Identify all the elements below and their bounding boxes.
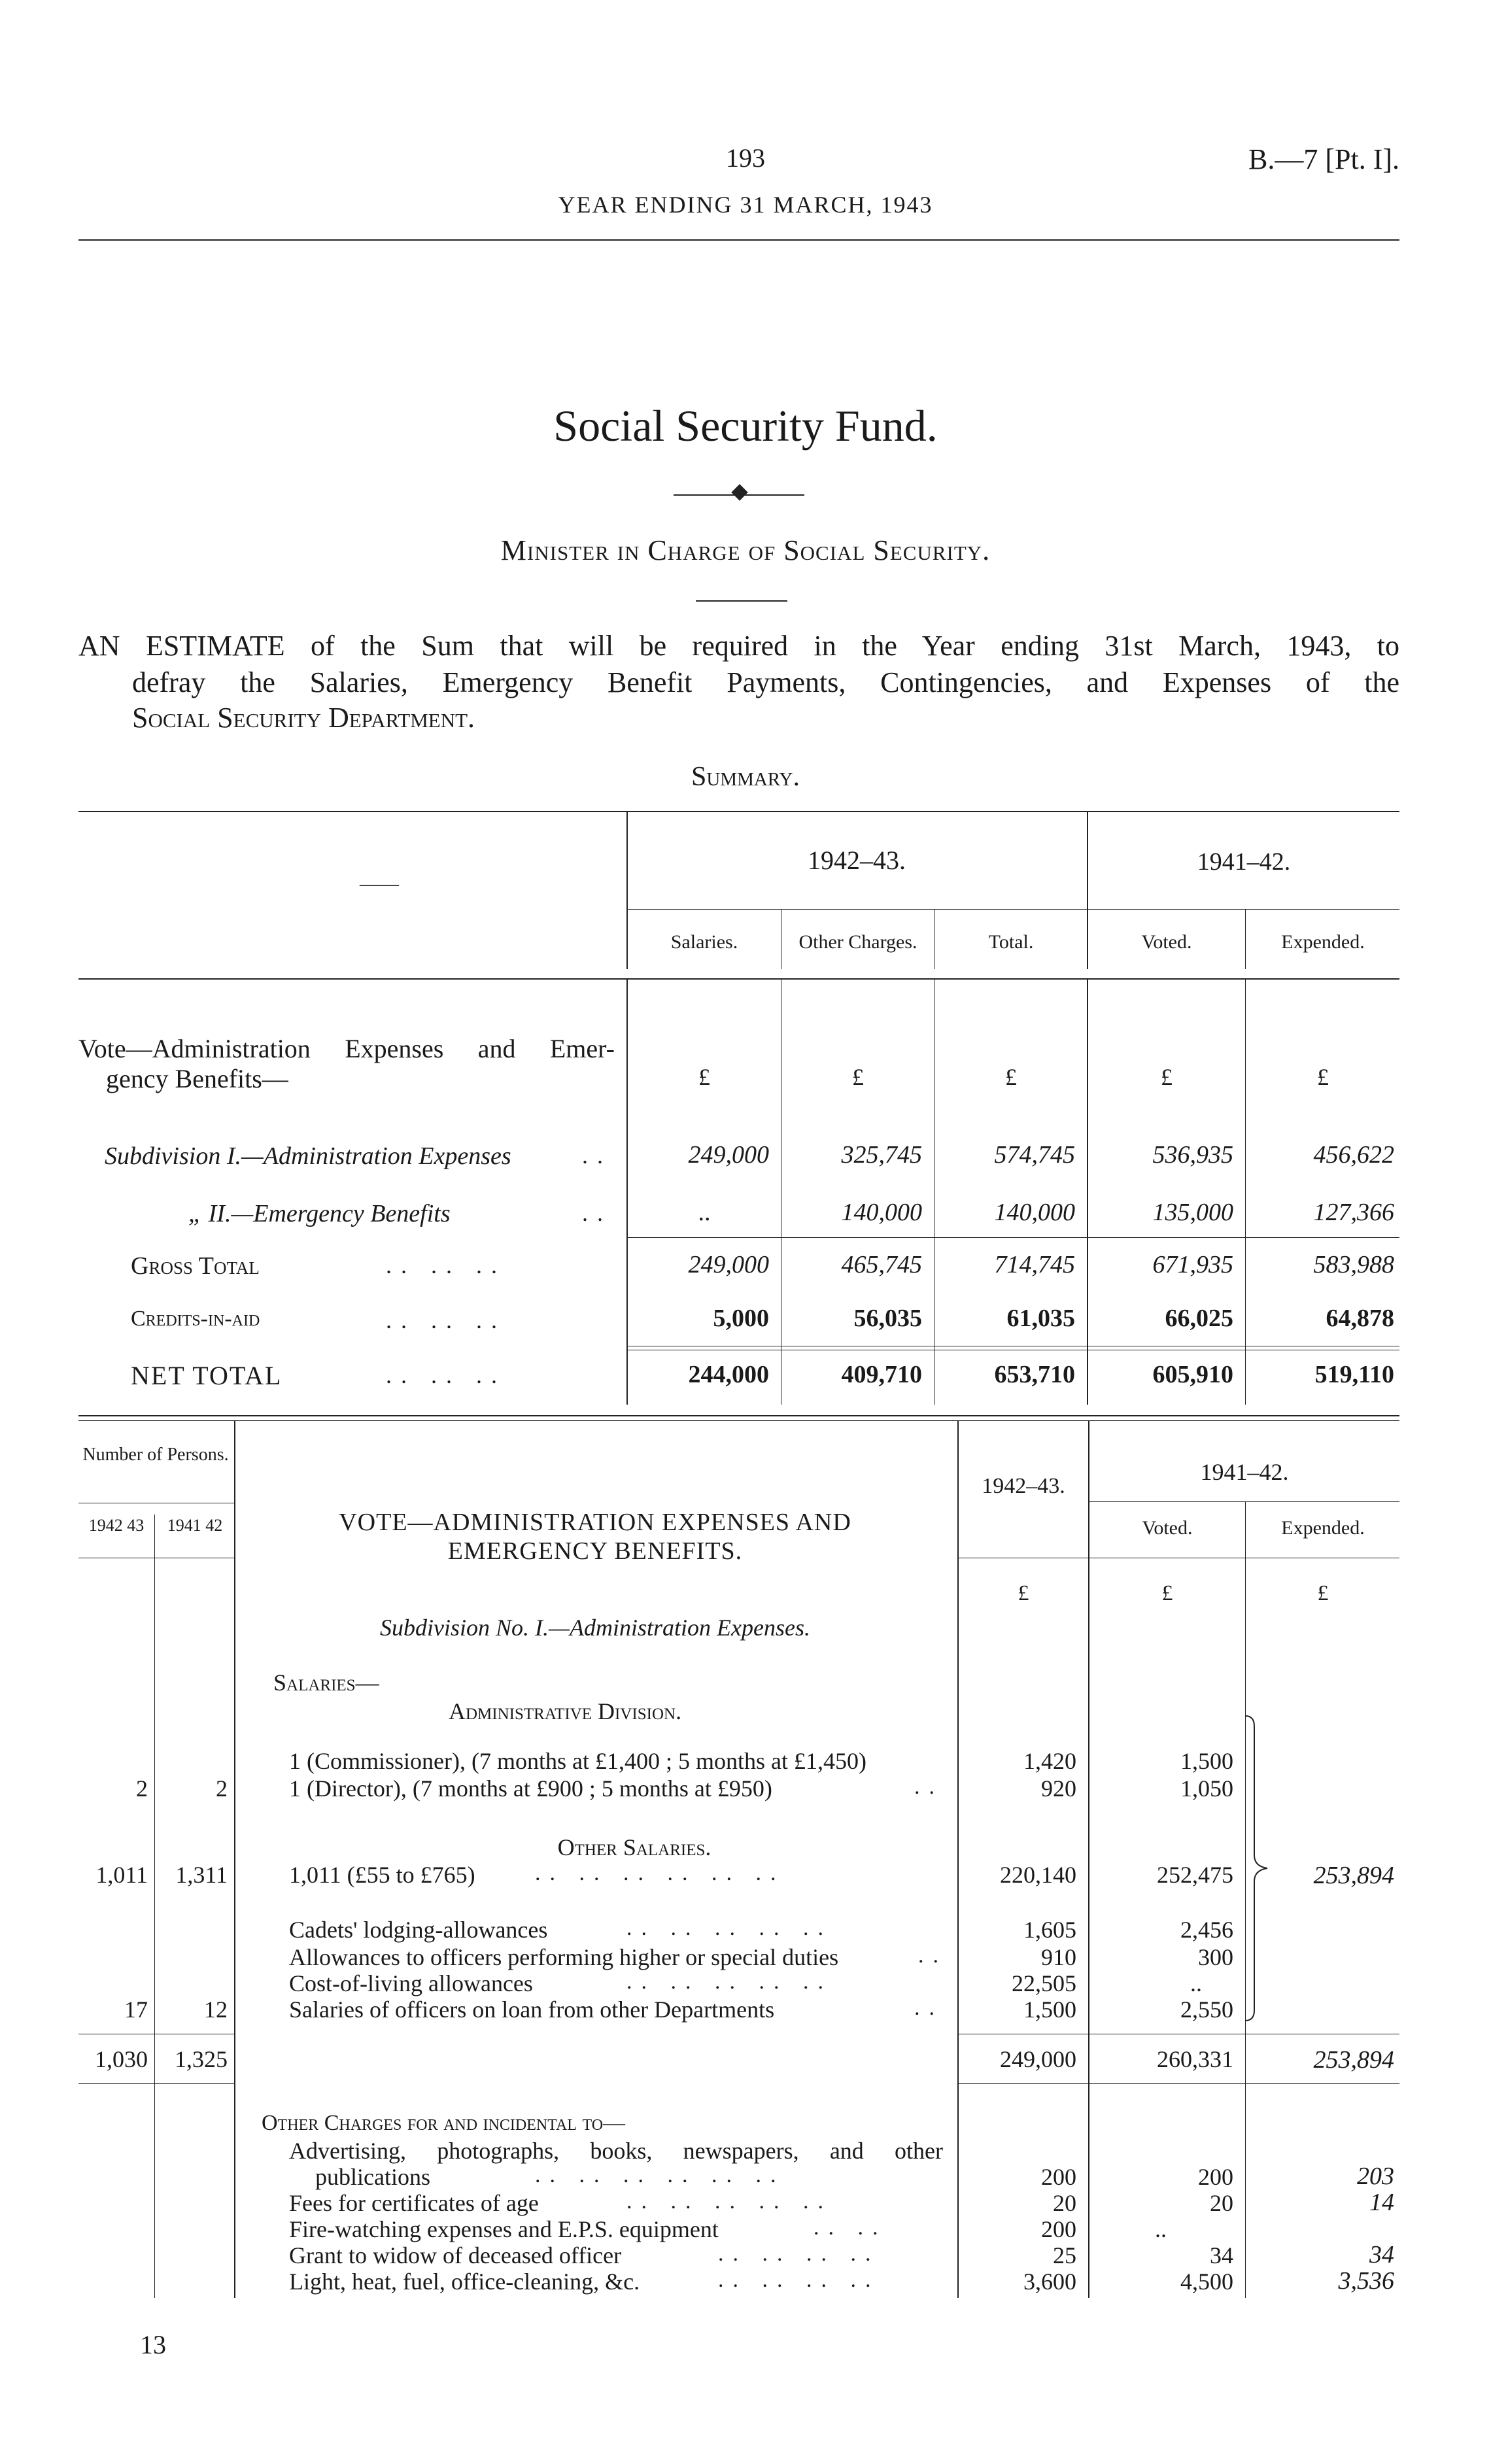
summary-subheader-rule — [628, 909, 1399, 910]
detail-pound: £ — [1018, 1581, 1029, 1605]
summary-row-label: Gross Total — [131, 1252, 260, 1280]
summary-cell: 140,000 — [841, 1199, 922, 1226]
detail-col-voted: Voted. — [1142, 1517, 1193, 1539]
amount-voted: 2,550 — [1180, 1996, 1233, 2023]
summary-cell: 605,910 — [1152, 1361, 1233, 1388]
page-number: 193 — [726, 143, 765, 173]
persons-total-1941-42: 1,325 — [175, 2046, 228, 2072]
summary-cell: 714,745 — [994, 1251, 1075, 1278]
summary-sub-total: Total. — [988, 931, 1034, 953]
charge-item: Fire-watching expenses and E.P.S. equipment — [289, 2216, 719, 2242]
summary-row-leader: .. — [582, 1142, 612, 1169]
persons-total-1942-43: 1,030 — [95, 2046, 148, 2072]
summary-cell: 244,000 — [688, 1361, 769, 1388]
summary-sub-salaries: Salaries. — [670, 931, 738, 953]
amount-expended: 34 — [1369, 2241, 1394, 2268]
salaries-heading: Salaries— — [273, 1669, 379, 1696]
summary-row-leader: .. — [582, 1200, 612, 1226]
persons-1942-43: 2 — [136, 1775, 148, 1802]
estimate-line-2: defray the Salaries, Emergency Benefit Payments, Contingencies, and Expenses of the — [132, 666, 1399, 698]
detail-top-rule — [78, 1415, 1399, 1416]
amount-voted: 1,500 — [1180, 1748, 1233, 1774]
salary-item: Allowances to officers performing higher or special duties — [289, 1944, 839, 1970]
amount-voted: 252,475 — [1157, 1862, 1233, 1888]
amount-1942-43: 1,605 — [1023, 1917, 1076, 1943]
summary-vote-line-2: gency Benefits— — [106, 1064, 288, 1093]
summary-body-divider — [626, 978, 628, 1405]
summary-cell: 249,000 — [688, 1251, 769, 1278]
persons-1941-42: 1,311 — [175, 1862, 228, 1888]
summary-sub-expended: Expended. — [1281, 931, 1365, 953]
summary-cell: 574,745 — [994, 1141, 1075, 1169]
other-salaries-heading: Other Salaries. — [557, 1834, 711, 1860]
salary-item: 1 (Director), (7 months at £900 ; 5 months at £950) — [289, 1775, 772, 1802]
minister-rule — [696, 600, 787, 602]
summary-sub-voted: Voted. — [1141, 931, 1192, 953]
summary-cell: 409,710 — [841, 1361, 922, 1388]
summary-row-leader: .. .. .. — [386, 1362, 506, 1388]
amount-1942-43: 3,600 — [1023, 2268, 1076, 2295]
amount-1942-43: 910 — [1041, 1944, 1076, 1970]
total-bottom-rule — [959, 2083, 1399, 2084]
page-title: Social Security Fund. — [553, 401, 938, 451]
leader-dots: .. .. .. .. — [718, 2268, 880, 2292]
header-rule — [78, 239, 1399, 241]
summary-cell: 127,366 — [1313, 1199, 1394, 1226]
amount-expended: 3,536 — [1338, 2267, 1394, 2295]
summary-pound: £ — [1317, 1064, 1329, 1090]
summary-row-label: Subdivision I.—Administration Expenses — [105, 1142, 511, 1170]
summary-row-leader: .. .. .. — [386, 1307, 506, 1333]
detail-divider — [234, 1420, 235, 2298]
persons-1941-42: 2 — [216, 1775, 228, 1802]
leader-dots: .. .. .. .. .. — [626, 2189, 832, 2214]
summary-body-divider — [1245, 978, 1246, 1405]
total-bottom-rule — [78, 2083, 234, 2084]
estimate-line-3: Social Security Department. — [132, 702, 475, 734]
amount-voted: 20 — [1210, 2190, 1233, 2216]
minister-heading: Minister in Charge of Social Security. — [500, 534, 991, 566]
salaries-total-voted: 260,331 — [1157, 2046, 1233, 2072]
amount-expended: 203 — [1357, 2163, 1394, 2190]
charge-item: Light, heat, fuel, office-cleaning, &c. — [289, 2268, 640, 2295]
leader-dots: .. .. — [814, 2216, 887, 2240]
amount-expended-bracketed: 253,894 — [1313, 1862, 1394, 1889]
leader-dots: .. — [918, 1943, 948, 1968]
leader-dots: .. — [914, 1775, 944, 1799]
leader-dots: .. .. .. .. — [718, 2242, 880, 2266]
amount-voted: 4,500 — [1180, 2268, 1233, 2295]
summary-cell: 583,988 — [1313, 1251, 1394, 1278]
salaries-total-expended: 253,894 — [1313, 2046, 1394, 2074]
charge-item: Grant to widow of deceased officer — [289, 2242, 622, 2268]
salaries-total-1942-43: 249,000 — [1000, 2046, 1076, 2072]
summary-cell: 61,035 — [1006, 1305, 1075, 1332]
charge-item: Advertising, photographs, books, newspapers, and other — [289, 2138, 943, 2164]
persons-1942-43: 1,011 — [95, 1862, 148, 1888]
persons-1942-43: 17 — [124, 1996, 148, 2023]
detail-pound: £ — [1161, 1581, 1173, 1605]
summary-cell: 456,622 — [1313, 1141, 1394, 1169]
amount-1942-43: 20 — [1053, 2190, 1076, 2216]
summary-gross-rule — [628, 1237, 1399, 1238]
detail-col-expended: Expended. — [1281, 1517, 1365, 1539]
summary-subheader-divider — [1245, 909, 1246, 969]
summary-cell: 653,710 — [994, 1361, 1075, 1388]
summary-cell: .. — [698, 1199, 711, 1226]
detail-top-rule — [78, 1420, 1399, 1421]
persons-year-1941-42: 1941 42 — [167, 1516, 223, 1535]
summary-cell: 66,025 — [1165, 1305, 1233, 1332]
other-charges-heading: Other Charges for and incidental to— — [262, 2111, 626, 2135]
right-brace-icon — [1240, 1715, 1279, 2022]
charge-item-continuation: publications — [315, 2164, 430, 2190]
detail-divider — [154, 1514, 155, 2298]
summary-pound: £ — [852, 1064, 864, 1090]
detail-pound: £ — [1317, 1581, 1329, 1605]
leader-dots: .. .. .. .. .. .. — [535, 2163, 785, 2187]
summary-row-leader: .. .. .. — [386, 1252, 506, 1278]
amount-voted: 2,456 — [1180, 1917, 1233, 1943]
summary-col-1941-42: 1941–42. — [1197, 848, 1291, 876]
summary-cell: 465,745 — [841, 1251, 922, 1278]
detail-subheader-rule — [1089, 1501, 1399, 1502]
summary-heading: Summary. — [691, 762, 800, 792]
amount-voted: .. — [1155, 2216, 1167, 2242]
summary-cell: 325,745 — [841, 1141, 922, 1169]
document-reference: B.—7 [Pt. I]. — [1248, 143, 1399, 175]
persons-year-1942-43: 1942 43 — [88, 1516, 145, 1535]
amount-1942-43: 200 — [1041, 2216, 1076, 2242]
summary-vote-line-1: Vote—Administration Expenses and Emer- — [78, 1034, 615, 1063]
vote-title-2: EMERGENCY BENEFITS. — [447, 1537, 743, 1565]
salary-item: Salaries of officers on loan from other Departments — [289, 1996, 775, 2023]
footer-signature-number: 13 — [140, 2330, 166, 2359]
summary-cell: 56,035 — [853, 1305, 922, 1332]
amount-voted: 200 — [1198, 2164, 1233, 2190]
amount-voted: 34 — [1210, 2242, 1233, 2268]
amount-1942-43: 220,140 — [1000, 1862, 1076, 1888]
summary-header-bottom-rule — [78, 978, 1399, 980]
number-of-persons-heading: Number of Persons. — [82, 1445, 229, 1465]
detail-col-1942-43: 1942–43. — [982, 1474, 1065, 1498]
leader-dots: .. .. .. .. .. — [626, 1970, 832, 1994]
summary-row-label: NET TOTAL — [131, 1361, 283, 1390]
persons-1941-42: 12 — [204, 1996, 228, 2023]
amount-1942-43: 920 — [1041, 1775, 1076, 1802]
amount-1942-43: 1,420 — [1023, 1748, 1076, 1774]
detail-col-1941-42: 1941–42. — [1200, 1459, 1289, 1485]
leader-dots: .. .. .. .. .. — [626, 1916, 832, 1940]
summary-cell: 135,000 — [1152, 1199, 1233, 1226]
summary-row-label: Credits-in-aid — [131, 1307, 260, 1331]
subdivision-heading: Subdivision No. I.—Administration Expenses. — [380, 1615, 810, 1641]
amount-voted: 1,050 — [1180, 1775, 1233, 1802]
amount-1942-43: 22,505 — [1012, 1970, 1076, 1996]
summary-cell: 5,000 — [713, 1305, 769, 1332]
amount-expended: 14 — [1369, 2189, 1394, 2216]
summary-body-divider — [1087, 978, 1088, 1405]
amount-1942-43: 1,500 — [1023, 1996, 1076, 2023]
vote-title-1: VOTE—ADMINISTRATION EXPENSES AND — [339, 1509, 851, 1536]
salary-item: Cadets' lodging-allowances — [289, 1917, 548, 1943]
administrative-division-heading: Administrative Division. — [449, 1698, 682, 1724]
year-line: YEAR ENDING 31 MARCH, 1943 — [558, 192, 933, 218]
salary-item: 1 (Commissioner), (7 months at £1,400 ; 5 months at £1,450) — [289, 1748, 866, 1774]
summary-sub-other: Other Charges. — [798, 931, 917, 953]
summary-row-label: „ II.—Emergency Benefits — [188, 1200, 451, 1227]
summary-pound: £ — [1005, 1064, 1017, 1090]
summary-top-rule — [78, 811, 1399, 812]
amount-voted: 300 — [1198, 1944, 1233, 1970]
amount-1942-43: 200 — [1041, 2164, 1076, 2190]
amount-1942-43: 25 — [1053, 2242, 1076, 2268]
salary-item: Cost-of-living allowances — [289, 1970, 533, 1996]
summary-cell: 671,935 — [1152, 1251, 1233, 1278]
salary-item: 1,011 (£55 to £765) — [289, 1862, 475, 1888]
summary-pound: £ — [698, 1064, 710, 1090]
summary-cell: 519,110 — [1314, 1361, 1394, 1388]
summary-cell: 64,878 — [1326, 1305, 1394, 1332]
leader-dots: .. .. .. .. .. .. — [535, 1861, 785, 1885]
summary-col-1942-43: 1942–43. — [808, 846, 906, 875]
summary-dash: —— — [360, 873, 399, 895]
summary-cell: 536,935 — [1152, 1141, 1233, 1169]
estimate-line-1: AN ESTIMATE of the Sum that will be required in the Year ending 31st March, 1943, to — [78, 630, 1399, 662]
diamond-ornament-icon — [731, 484, 747, 500]
summary-cell: 140,000 — [994, 1199, 1075, 1226]
amount-voted: .. — [1190, 1970, 1202, 1996]
summary-pound: £ — [1161, 1064, 1173, 1090]
leader-dots: .. — [914, 1996, 944, 2020]
charge-item: Fees for certificates of age — [289, 2190, 539, 2216]
summary-cell: 249,000 — [688, 1141, 769, 1169]
